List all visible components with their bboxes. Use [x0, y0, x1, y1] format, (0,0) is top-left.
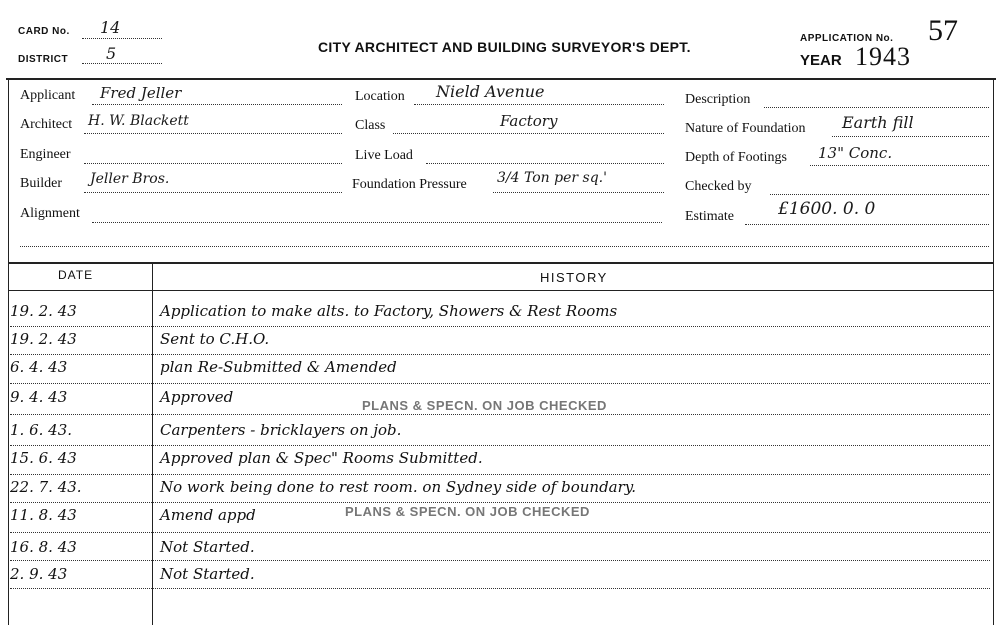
history-date: 15. 6. 43	[10, 449, 77, 467]
applicant-label: Applicant	[20, 88, 76, 103]
class-label: Class	[355, 118, 386, 133]
description-label: Description	[685, 92, 751, 107]
card-no-value: 14	[100, 18, 121, 37]
history-row	[0, 538, 999, 566]
date-column-header: DATE	[58, 268, 94, 282]
history-entry: plan Re-Submitted & Amended	[160, 358, 397, 376]
department-title: CITY ARCHITECT AND BUILDING SURVEYOR'S DEPT.	[318, 39, 691, 55]
year-label: YEAR	[800, 52, 842, 69]
history-entry: No work being done to rest room. on Sydney side of boundary.	[160, 478, 637, 496]
depth-of-footings-value: 13" Conc.	[818, 144, 893, 162]
plans-checked-stamp: PLANS & SPECN. ON JOB CHECKED	[345, 504, 590, 519]
engineer-label: Engineer	[20, 147, 71, 162]
district-label: DISTRICT	[18, 54, 69, 65]
history-entry: Not Started.	[160, 565, 255, 583]
district-value: 5	[106, 44, 117, 63]
checked-by-label: Checked by	[685, 179, 752, 194]
architect-value: H. W. Blackett	[88, 113, 189, 129]
history-date: 6. 4. 43	[10, 358, 68, 376]
history-date: 11. 8. 43	[10, 506, 77, 524]
history-entry: Amend appd	[160, 506, 256, 524]
architect-label: Architect	[20, 117, 73, 132]
location-label: Location	[355, 89, 405, 104]
history-entry: Approved	[160, 388, 234, 406]
history-top-rule	[8, 262, 994, 264]
history-column-header: HISTORY	[540, 270, 608, 285]
history-date: 19. 2. 43	[10, 330, 77, 348]
nature-of-foundation-label: Nature of Foundation	[685, 121, 806, 136]
year-value: 1943	[855, 42, 911, 71]
history-date: 16. 8. 43	[10, 538, 77, 556]
alignment-label: Alignment	[20, 206, 80, 221]
builder-value: Jeller Bros.	[90, 171, 170, 187]
application-no-label: APPLICATION No.	[800, 33, 894, 44]
history-date: 22. 7. 43.	[10, 478, 82, 496]
class-value: Factory	[500, 112, 558, 130]
history-entry: Carpenters - bricklayers on job.	[160, 421, 402, 439]
history-entry: Not Started.	[160, 538, 255, 556]
history-date: 19. 2. 43	[10, 302, 77, 320]
history-date: 2. 9. 43	[10, 565, 68, 583]
live-load-label: Live Load	[355, 148, 413, 163]
applicant-value: Fred Jeller	[100, 84, 182, 102]
location-value: Nield Avenue	[436, 82, 545, 101]
history-date: 1. 6. 43.	[10, 421, 73, 439]
plans-checked-stamp: PLANS & SPECN. ON JOB CHECKED	[362, 398, 607, 413]
header-divider	[6, 78, 996, 80]
application-no-value: 57	[928, 14, 958, 47]
history-entry: Application to make alts. to Factory, Showers & Rest Rooms	[160, 302, 618, 320]
history-row	[0, 449, 999, 477]
foundation-pressure-value: 3/4 Ton per sq.'	[497, 170, 607, 186]
estimate-value: £1600. 0. 0	[778, 199, 876, 219]
builder-label: Builder	[20, 176, 62, 191]
card-no-label: CARD No.	[18, 26, 70, 37]
foundation-pressure-label: Foundation Pressure	[352, 177, 467, 192]
estimate-label: Estimate	[685, 209, 734, 224]
history-header-rule	[8, 290, 994, 291]
history-entry: Approved plan & Spec" Rooms Submitted.	[160, 449, 483, 467]
depth-of-footings-label: Depth of Footings	[685, 150, 787, 165]
history-date: 9. 4. 43	[10, 388, 68, 406]
history-entry: Sent to C.H.O.	[160, 330, 270, 348]
history-row	[0, 358, 999, 386]
nature-of-foundation-value: Earth fill	[842, 113, 914, 132]
